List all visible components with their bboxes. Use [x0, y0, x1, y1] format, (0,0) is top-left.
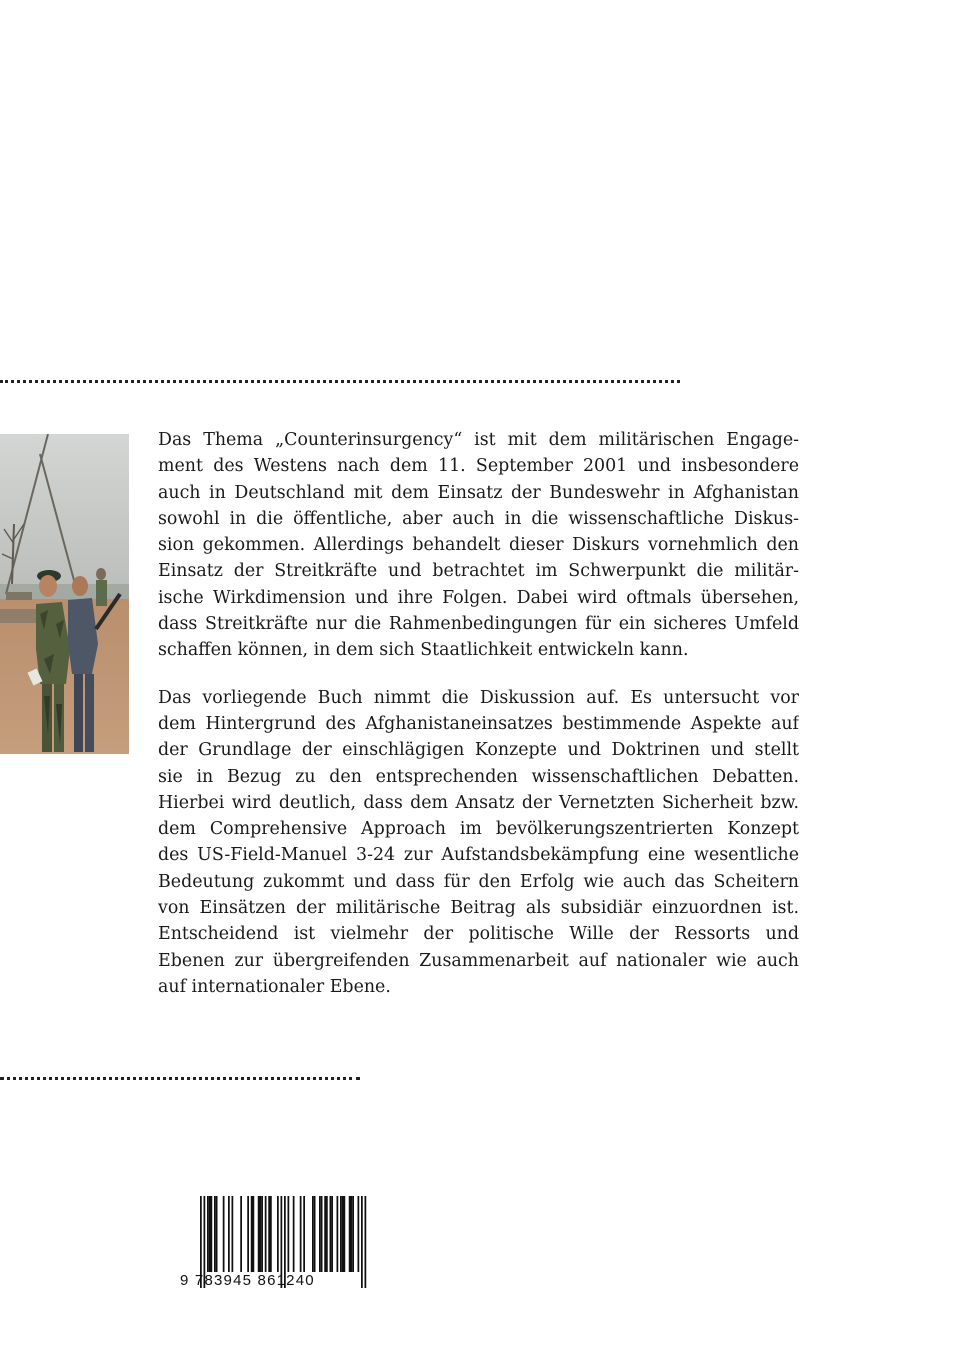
text-line: Bedeutung zukommt und dass für den Erfolg wie auch das Scheitern	[158, 871, 799, 892]
barcode-bar	[293, 1196, 295, 1272]
text-line: schaffen können, in dem sich Staatlichkeit entwickeln kann.	[158, 640, 689, 661]
text-line: auch in Deutschland mit dem Einsatz der Bundeswehr in Afghanistan	[158, 482, 799, 503]
barcode-bar	[358, 1196, 360, 1272]
text-line: auf internationaler Ebene.	[158, 976, 391, 997]
barcode-bar	[349, 1196, 351, 1272]
barcode-bar	[314, 1196, 316, 1272]
text-line: sie in Bezug zu den entsprechenden wissenschaftlichen Debatten.	[158, 766, 799, 787]
barcode-bar	[232, 1196, 234, 1272]
text-line: von Einsätzen der militärische Beitrag als subsidiär einzuordnen ist.	[158, 898, 799, 919]
dotted-rule-top	[0, 380, 680, 383]
barcode-bar	[247, 1196, 249, 1272]
barcode-bar	[207, 1196, 209, 1272]
paragraph-2	[158, 685, 799, 1001]
barcode-bar	[288, 1196, 290, 1272]
barcode-bar	[331, 1196, 333, 1272]
barcode-bar	[209, 1196, 211, 1272]
dotted-rule-bottom	[0, 1077, 360, 1080]
barcode-bar	[253, 1196, 255, 1272]
barcode-bar	[344, 1196, 346, 1272]
text-line: ment des Westens nach dem 11. September 2001 und insbesondere	[158, 456, 799, 477]
text-line: Hierbei wird deutlich, dass dem Ansatz der Vernetzten Sicherheit bzw.	[158, 792, 799, 813]
barcode-bar	[300, 1196, 302, 1272]
barcode-bar	[211, 1196, 213, 1272]
barcode-bar	[258, 1196, 260, 1272]
text-line: dem Comprehensive Approach im bevölkerungszentrierten Konzept	[158, 819, 799, 840]
barcode-bar	[312, 1196, 314, 1272]
barcode-bar	[228, 1196, 230, 1272]
barcode-bar	[303, 1196, 305, 1272]
barcode-bar	[216, 1196, 218, 1272]
barcode-bar	[260, 1196, 262, 1272]
barcode-bar	[337, 1196, 339, 1272]
text-line: Das Thema „Counterinsurgency“ ist mit dem militärischen Engage-	[158, 430, 799, 450]
text-line: des US-Field-Manuel 3-24 zur Aufstandsbekämpfung eine wesentliche	[158, 845, 799, 866]
barcode-bar	[240, 1196, 242, 1272]
barcode-bar	[214, 1196, 216, 1272]
text-line: Einsatz der Streitkräfte und betrachtet im Schwerpunkt die militär-	[158, 561, 799, 582]
isbn-digits: 9 783945 861240	[180, 1272, 315, 1289]
barcode-bar	[330, 1196, 332, 1272]
barcode-bar	[268, 1196, 270, 1272]
cover-photo-soldiers	[0, 434, 129, 754]
text-line: dass Streitkräfte nur die Rahmenbedingungen für ein sicheres Umfeld	[158, 614, 799, 635]
barcode-bar	[352, 1196, 354, 1272]
text-line: sowohl in die öffentliche, aber auch in die wissenschaftliche Diskus-	[158, 508, 799, 529]
barcode-bar	[319, 1196, 321, 1272]
barcode-bar	[342, 1196, 344, 1272]
text-line: dem Hintergrund des Afghanistaneinsatzes bestimmende Aspekte auf	[158, 713, 799, 734]
barcode-bar	[223, 1196, 225, 1272]
barcode-bar	[324, 1196, 326, 1272]
text-line: Das vorliegende Buch nimmt die Diskussion auf. Es untersucht vor	[158, 687, 799, 708]
barcode-bar	[340, 1196, 342, 1272]
barcode-bar	[351, 1196, 353, 1272]
paragraph-1	[158, 427, 799, 664]
barcode-bar	[270, 1196, 272, 1272]
barcode-bar	[321, 1196, 323, 1272]
text-line: der Grundlage der einschlägigen Konzepte und Doktrinen und stellt	[158, 740, 799, 761]
back-cover-blurb	[158, 427, 799, 1000]
barcode-bar	[261, 1196, 263, 1272]
barcode-bar	[265, 1196, 267, 1272]
barcode-bar	[277, 1196, 279, 1272]
text-line: Entscheidend ist vielmehr der politische Wille der Ressorts und	[158, 924, 799, 945]
text-line: ische Wirkdimension und ihre Folgen. Dabei wird oftmals übersehen,	[158, 587, 799, 608]
barcode-bar	[251, 1196, 253, 1272]
text-line: sion gekommen. Allerdings behandelt dieser Diskurs vornehmlich den	[158, 535, 799, 556]
text-line: Ebenen zur übergreifenden Zusammenarbeit auf nationaler wie auch	[158, 950, 799, 971]
barcode-bar	[326, 1196, 328, 1272]
